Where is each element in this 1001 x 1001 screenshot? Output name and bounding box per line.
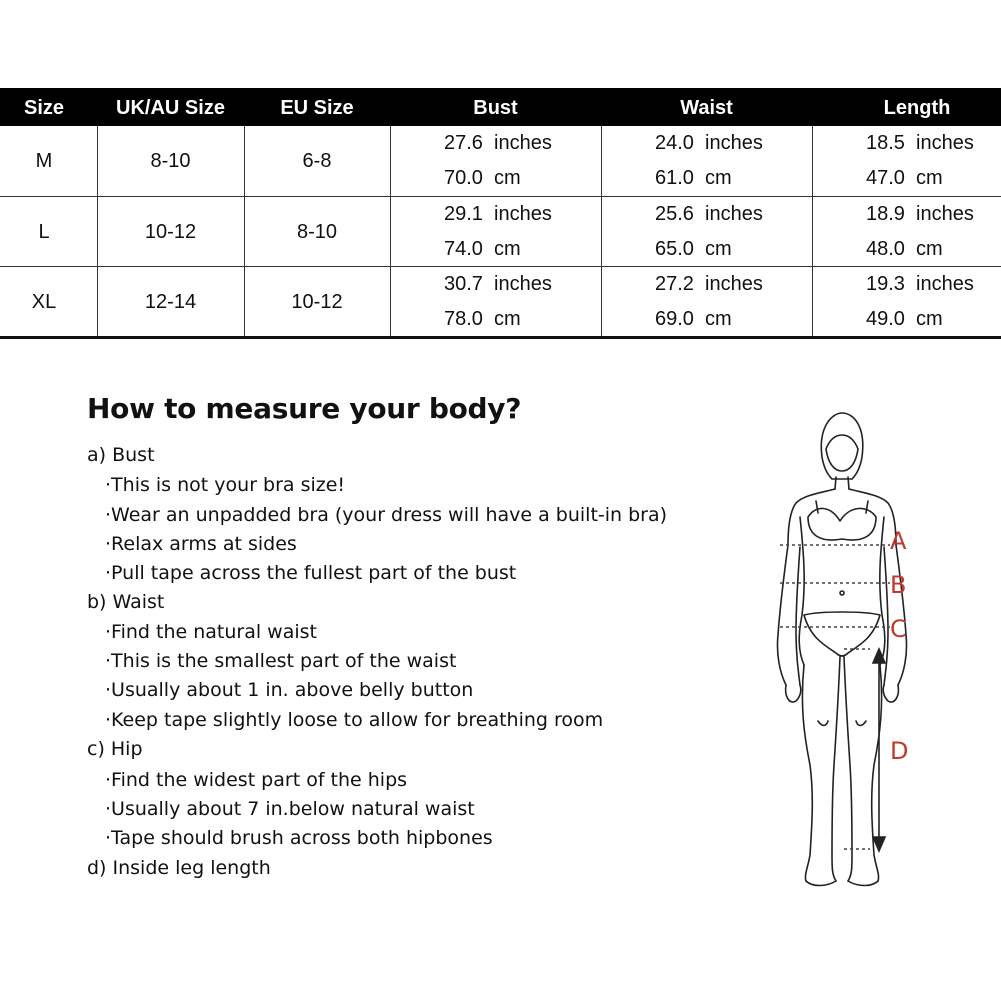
- list-item: ·Find the natural waist: [105, 621, 317, 643]
- cell-waist-inches: 27.2 inches: [655, 273, 763, 295]
- cell-uk-au-size: 12-14: [144, 291, 197, 313]
- section-heading-hip: c) Hip: [87, 738, 143, 760]
- header-size: Size: [23, 97, 65, 119]
- figure-label-d: D: [890, 737, 909, 765]
- cell-length-cm: 48.0 cm: [866, 238, 943, 260]
- list-item: ·Keep tape slightly loose to allow for breathing room: [105, 709, 604, 731]
- cell-size: XL: [31, 291, 57, 313]
- list-item: ·This is the smallest part of the waist: [105, 650, 457, 672]
- cell-bust-inches: 27.6 inches: [444, 132, 552, 154]
- table-header-row: [0, 88, 1001, 126]
- cell-bust-cm: 74.0 cm: [444, 238, 521, 260]
- cell-length-inches: 18.5 inches: [866, 132, 974, 154]
- body-outline-icon: [760, 405, 1000, 895]
- cell-waist-cm: 61.0 cm: [655, 167, 732, 189]
- figure-label-c: C: [890, 615, 907, 643]
- cell-bust-inches: 30.7 inches: [444, 273, 552, 295]
- cell-length-inches: 19.3 inches: [866, 273, 974, 295]
- section-heading-waist: b) Waist: [87, 591, 165, 613]
- list-item: ·Tape should brush across both hipbones: [105, 827, 493, 849]
- cell-waist-inches: 24.0 inches: [655, 132, 763, 154]
- cell-size: M: [35, 150, 53, 172]
- size-chart-table: [0, 88, 1001, 340]
- cell-eu-size: 8-10: [296, 221, 338, 243]
- list-item: ·Pull tape across the fullest part of the bust: [105, 562, 517, 584]
- cell-uk-au-size: 8-10: [150, 150, 191, 172]
- header-length: Length: [883, 97, 951, 119]
- figure-label-b: B: [890, 571, 907, 599]
- body-measurement-figure: [760, 405, 1000, 895]
- cell-bust-inches: 29.1 inches: [444, 203, 552, 225]
- guide-title: How to measure your body?: [87, 392, 522, 425]
- list-item: ·This is not your bra size!: [105, 474, 346, 496]
- cell-eu-size: 6-8: [302, 150, 332, 172]
- list-item: ·Usually about 1 in. above belly button: [105, 679, 474, 701]
- table-row: [0, 267, 1001, 337]
- list-item: ·Usually about 7 in.below natural waist: [105, 798, 475, 820]
- cell-size: L: [38, 221, 50, 243]
- cell-bust-cm: 78.0 cm: [444, 308, 521, 330]
- figure-label-a: A: [890, 527, 907, 555]
- section-heading-inside-leg: d) Inside leg length: [87, 857, 271, 879]
- table-bottom-border: [0, 336, 1001, 339]
- header-uk-au-size: UK/AU Size: [116, 97, 225, 119]
- list-item: ·Wear an unpadded bra (your dress will have a built-in bra): [105, 504, 668, 526]
- cell-waist-cm: 69.0 cm: [655, 308, 732, 330]
- cell-waist-cm: 65.0 cm: [655, 238, 732, 260]
- header-bust: Bust: [473, 97, 518, 119]
- list-item: ·Relax arms at sides: [105, 533, 297, 555]
- cell-uk-au-size: 10-12: [144, 221, 197, 243]
- table-row: [0, 197, 1001, 267]
- cell-bust-cm: 70.0 cm: [444, 167, 521, 189]
- cell-length-cm: 47.0 cm: [866, 167, 943, 189]
- measuring-guide: [87, 388, 727, 908]
- header-waist: Waist: [680, 97, 733, 119]
- cell-eu-size: 10-12: [291, 291, 343, 313]
- cell-length-cm: 49.0 cm: [866, 308, 943, 330]
- section-heading-bust: a) Bust: [87, 444, 155, 466]
- table-body: [0, 126, 1001, 336]
- header-eu-size: EU Size: [280, 97, 354, 119]
- cell-waist-inches: 25.6 inches: [655, 203, 763, 225]
- cell-length-inches: 18.9 inches: [866, 203, 974, 225]
- list-item: ·Find the widest part of the hips: [105, 769, 408, 791]
- table-row: [0, 126, 1001, 196]
